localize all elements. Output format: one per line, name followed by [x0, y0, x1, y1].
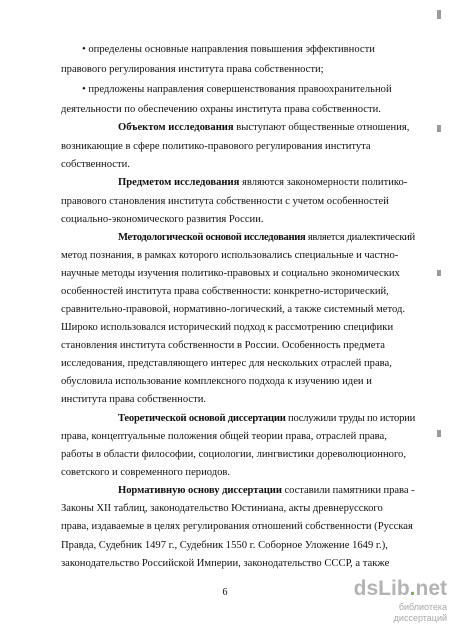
text-line: Законы XII таблиц, законодательство Юстиниана, акты древнерусского	[61, 503, 383, 514]
text-line: работы в области философии, социологии, лингвистики дореволюционного,	[61, 449, 406, 460]
text-line: становления института собственности в России. Особенность предмета	[61, 340, 385, 351]
dslib-watermark-logo	[351, 578, 447, 624]
text-line: сравнительно-правовой, нормативно-логический, а также системный метод.	[61, 304, 406, 315]
scan-edge-mark	[437, 270, 441, 276]
watermark-brand: dsLib.net	[353, 577, 447, 600]
text-line: собственности.	[61, 159, 130, 170]
text-line: научные методы изучения политико-правовых и социально экономических	[61, 268, 400, 279]
text-line: права, концептуальные положения общей теории права, отраслей права,	[61, 431, 387, 442]
term-object-of-research: Объектом исследования	[118, 122, 234, 133]
text-line: исследования, представляющего интерес для нескольких отраслей права,	[61, 358, 392, 369]
text-line: особенностей института права собственности: конкретно-исторический,	[61, 286, 389, 297]
term-theoretical-basis: Теоретической основой диссертации	[118, 413, 286, 424]
text-line: правового регулирования института права собственности;	[61, 64, 324, 75]
text-line: социально-экономического развития России.	[61, 214, 264, 225]
text-line: правового становления института собственности с учетом особенностей	[61, 196, 389, 207]
text-line: советского и современного периодов.	[61, 467, 231, 478]
text-line: метод познания, в рамках которого использовались специальные и частно-	[61, 250, 399, 261]
text-line: деятельности по обеспечению охраны института права собственности.	[61, 104, 381, 115]
page-number: 6	[222, 587, 228, 598]
text-line: обусловила использование комплексного подхода к изучению идеи и	[61, 376, 372, 387]
text-line: Нормативную основу диссертации составили памятники права -	[118, 485, 415, 496]
scan-edge-mark	[437, 10, 441, 19]
text-line: • определены основные направления повышения эффективности	[82, 44, 375, 55]
term-subject-of-research: Предметом исследования	[118, 177, 240, 188]
text-line: • предложены направления совершенствования правоохранительной	[82, 84, 392, 95]
text-line: права, издаваемые в целях регулирования отношений собственности (Русская	[61, 521, 413, 532]
text-line: Правда, Судебник 1497 г., Судебник 1550 г. Соборное Уложение 1649 г.),	[61, 540, 388, 551]
text-line: законодательство Российской Империи, законодательство СССР, а также	[61, 558, 390, 569]
text-line: Объектом исследования выступают общественные отношения,	[118, 122, 410, 133]
text-line: Широко использовался исторический подход к рассмотрению специфики	[61, 322, 394, 333]
text-line: возникающие в сфере политико-правового регулирования института	[61, 141, 371, 152]
text-line: Предметом исследования являются закономерности политико-	[118, 177, 408, 188]
text-line: Теоретической основой диссертации послужили труды по истории	[118, 413, 416, 424]
text-line: института права собственности.	[61, 394, 207, 405]
term-methodology: Методологической основой исследования	[118, 232, 306, 243]
term-normative-basis: Нормативную основу диссертации	[118, 485, 282, 496]
scan-edge-mark	[437, 125, 441, 132]
scan-edge-mark	[437, 430, 441, 437]
text-line: Методологической основой исследования является диалектический	[118, 232, 415, 243]
watermark-subtitle: библиотека диссертаций	[393, 602, 447, 623]
